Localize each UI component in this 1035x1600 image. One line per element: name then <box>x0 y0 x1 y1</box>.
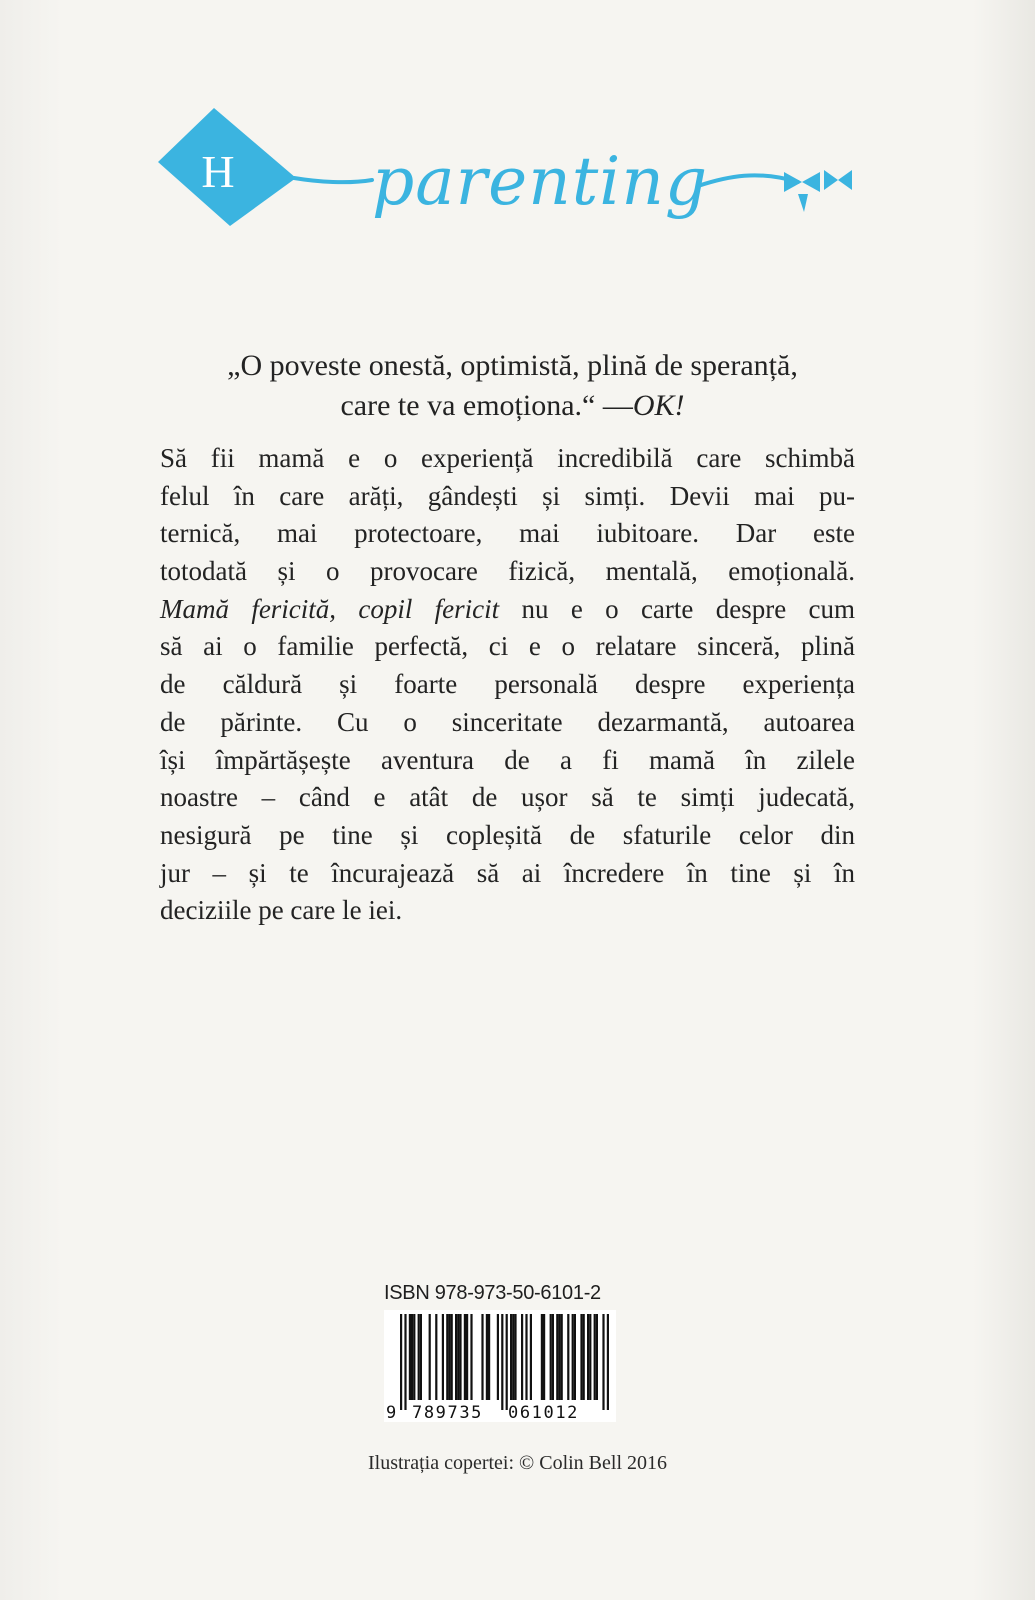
book-title: Mamă fericită, copil fericit <box>160 593 500 624</box>
barcode-bar <box>525 1314 527 1400</box>
blurb-line: noastre – când e atât de ușor să te simți judecată, <box>160 782 855 813</box>
quote-source: OK! <box>632 389 685 422</box>
barcode-bar <box>580 1314 582 1400</box>
barcode-bar <box>451 1314 453 1400</box>
barcode-bar <box>552 1314 554 1400</box>
blurb-line: nesigură pe tine și copleșită de sfaturile celor din <box>160 819 855 850</box>
quote-text: care te va emoționa.“ — <box>340 389 633 422</box>
barcode-bar <box>512 1314 514 1400</box>
barcode-bar <box>435 1314 437 1400</box>
quote-line-1: „O poveste onestă, optimistă, plină de speranță, <box>227 349 798 382</box>
wordmark-text: parenting <box>372 143 709 220</box>
barcode-bar <box>567 1314 569 1400</box>
barcode-bar <box>486 1314 488 1400</box>
barcode-digit-first: 9 <box>386 1403 397 1422</box>
review-quote <box>150 346 875 426</box>
barcode-bar <box>457 1314 459 1400</box>
barcode-bar <box>506 1314 508 1410</box>
blurb-line: de căldură și foarte personală despre experiența <box>160 669 855 700</box>
blurb <box>160 440 855 930</box>
barcode-bar <box>464 1314 466 1400</box>
barcode-bar <box>574 1314 576 1400</box>
barcode-bar <box>558 1314 560 1400</box>
barcode-bar <box>409 1314 411 1400</box>
barcode-bar <box>470 1314 472 1400</box>
barcode-bar <box>587 1314 589 1400</box>
barcode-bar <box>481 1314 483 1400</box>
barcode-digits-right: 061012 <box>508 1403 580 1422</box>
barcode-bar <box>594 1314 596 1400</box>
barcode-bar <box>602 1314 604 1410</box>
barcode-bar <box>596 1314 598 1400</box>
barcode-digits-left: 789735 <box>412 1403 484 1422</box>
blurb-line <box>160 591 855 629</box>
barcode-bar <box>572 1314 574 1400</box>
barcode-bar <box>510 1314 512 1400</box>
barcode-bar <box>521 1314 523 1400</box>
quote-line-2 <box>150 386 875 426</box>
barcode-bar <box>550 1314 552 1400</box>
barcode <box>384 1310 616 1422</box>
blurb-line: ternică, mai protectoare, mai iubitoare. Dar este <box>160 518 855 549</box>
barcode-bar <box>446 1314 448 1400</box>
barcode-bar <box>497 1314 499 1400</box>
blurb-line: totodată și o provocare fizică, mentală, emoțională. <box>160 556 855 587</box>
barcode-bar <box>541 1314 543 1400</box>
barcode-bar <box>583 1314 585 1400</box>
cover-credit: Ilustrația copertei: © Colin Bell 2016 <box>367 1452 668 1474</box>
barcode-bar <box>459 1314 461 1400</box>
barcode-bar <box>455 1314 457 1400</box>
barcode-bar <box>420 1314 422 1400</box>
barcode-bar <box>543 1314 545 1400</box>
blurb-line-rest: nu e o carte despre cum <box>499 593 855 624</box>
barcode-bar <box>530 1314 532 1400</box>
logo-letter: H <box>201 146 235 197</box>
barcode-bar <box>501 1314 503 1410</box>
barcode-bar <box>442 1314 444 1400</box>
barcode-bar <box>466 1314 468 1400</box>
barcode-bar <box>488 1314 490 1400</box>
blurb-line: să ai o familie perfectă, ci e o relatare sinceră, plină <box>160 631 855 662</box>
publisher-logo <box>158 104 878 254</box>
isbn-label: ISBN 978-973-50-6101-2 <box>384 1282 601 1304</box>
barcode-bar <box>514 1314 516 1400</box>
blurb-line: felul în care arăți, gândești și simți. Devii mai pu- <box>160 480 855 511</box>
barcode-bar <box>413 1314 415 1400</box>
barcode-icon <box>384 1310 616 1422</box>
blurb-line: deciziile pe care le iei. <box>160 895 403 926</box>
barcode-bar <box>561 1314 563 1400</box>
barcode-bar <box>589 1314 591 1400</box>
blurb-line: Să fii mamă e o experiență incredibilă care schimbă <box>160 443 855 473</box>
kite-logo-icon <box>158 104 878 254</box>
barcode-bar <box>448 1314 450 1400</box>
barcode-bar <box>429 1314 431 1400</box>
blurb-line: jur – și te încurajează să ai încredere în tine și în <box>160 857 855 888</box>
barcode-bar <box>404 1314 406 1410</box>
blurb-line: își împărtășește aventura de a fi mamă în zilele <box>160 744 855 775</box>
barcode-bar <box>400 1314 402 1410</box>
barcode-bar <box>607 1314 609 1410</box>
barcode-bar <box>418 1314 420 1400</box>
blurb-line: de părinte. Cu o sinceritate dezarmantă, autoarea <box>160 706 855 737</box>
barcode-bar <box>556 1314 558 1400</box>
barcode-bar <box>411 1314 413 1400</box>
